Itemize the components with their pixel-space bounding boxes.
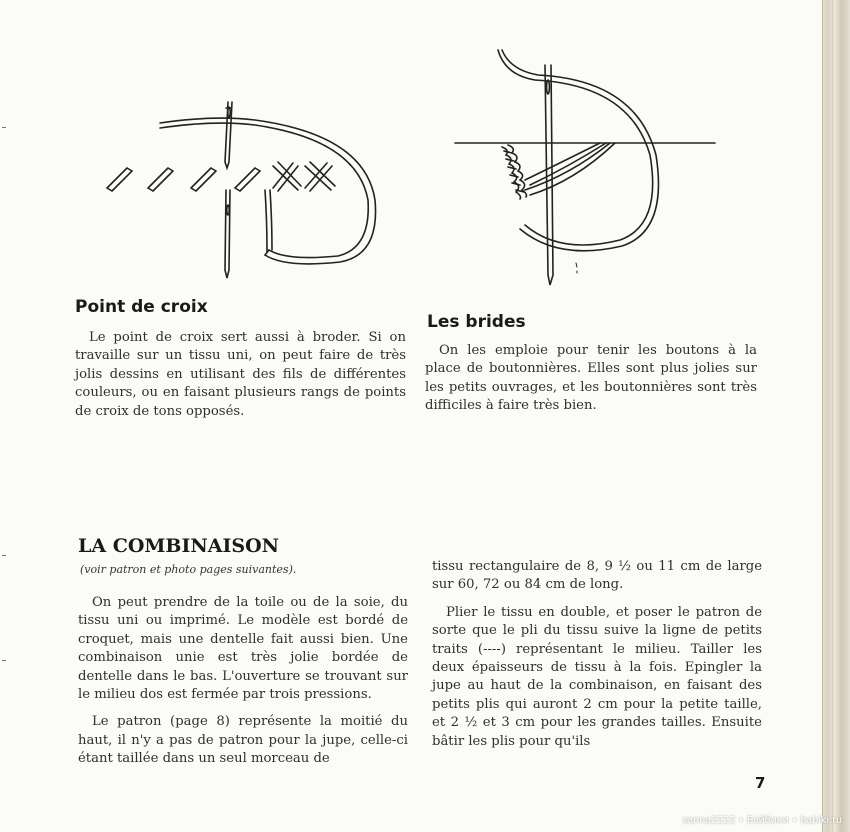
book-spine xyxy=(822,0,850,832)
brides-text xyxy=(425,342,757,416)
combinaison-right-paragraph-2: Plier le tissu en double, et poser le patron de sorte que le pli du tissu suive la ligne de petits traits (----) représentant le milieu. Tailler les deux épaisseurs de tissu à la fois. Epingler la jupe au haut de la combinaison, en faisant des petits plis qui auront 2 cm pour la petite taille, et 2 ½ et 3 cm pour les grandes tailles. Ensuite bâtir les plis pour qu'ils xyxy=(432,604,762,749)
cross-stitch-title: Point de croix xyxy=(75,297,208,317)
combinaison-subtitle: (voir patron et photo pages suivantes). xyxy=(80,563,297,576)
brides-paragraph: On les emploie pour tenir les boutons à la place de boutonnières. Elles sont plus jolies sur les petits ouvrages, et les boutonnières sont très difficiles à faire très bien. xyxy=(425,343,757,414)
watermark: sanna2222 • Бэйбики • babiki.ru xyxy=(682,815,842,826)
page-number: 7 xyxy=(755,774,766,792)
brides-title: Les brides xyxy=(427,312,526,332)
brides-illustration xyxy=(450,45,720,295)
cross-stitch-text xyxy=(75,329,406,421)
combinaison-right-column xyxy=(432,558,762,751)
combinaison-left-paragraph-2: Le patron (page 8) représente la moitié du haut, il n'y a pas de patron pour la jupe, celle-ci étant taillée dans un seul morceau de xyxy=(78,714,408,767)
cross-stitch-illustration xyxy=(95,90,395,290)
combinaison-right-paragraph-1: tissu rectangulaire de 8, 9 ½ ou 11 cm de large sur 60, 72 ou 84 cm de long. xyxy=(432,559,762,593)
combinaison-left-paragraph-1: On peut prendre de la toile ou de la soie, du tissu uni ou imprimé. Le modèle est bordé de croquet, mais une dentelle fait aussi bien. Une combinaison unie est très jolie bordée de dentelle dans le bas. L'ouverture se trouvant sur le milieu dos est fermée par trois pressions. xyxy=(78,595,408,703)
combinaison-left-column xyxy=(78,594,408,769)
cross-stitch-paragraph: Le point de croix sert aussi à broder. Si on travaille sur un tissu uni, on peut faire de très jolis dessins en utilisant des fils de différentes couleurs, ou en faisant plusieurs rangs de points de croix de tons opposés. xyxy=(75,330,406,419)
combinaison-title: LA COMBINAISON xyxy=(78,535,280,557)
